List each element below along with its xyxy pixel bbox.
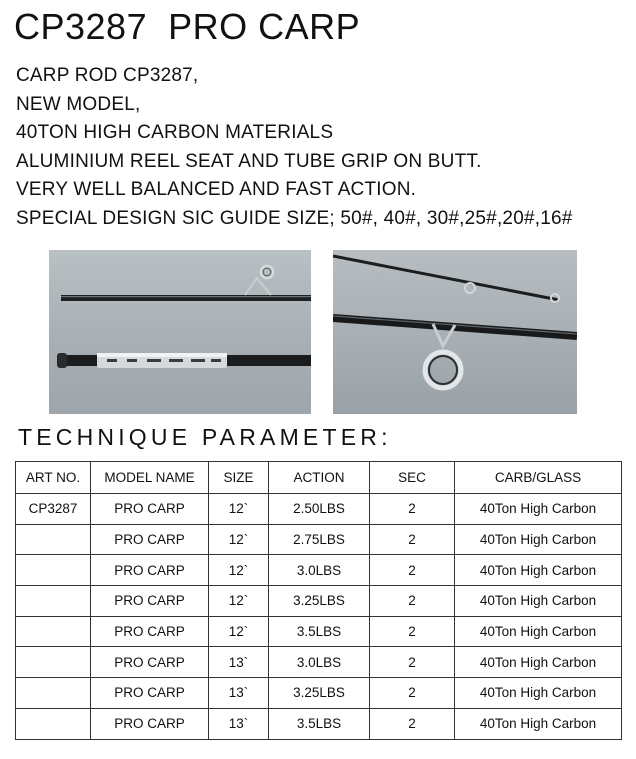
column-header: ACTION <box>269 462 370 494</box>
table-cell: 2 <box>370 708 455 739</box>
table-cell: 40Ton High Carbon <box>455 678 622 709</box>
table-cell: 40Ton High Carbon <box>455 524 622 555</box>
table-cell: 3.0LBS <box>269 555 370 586</box>
table-cell: CP3287 <box>16 494 91 525</box>
table-cell: 2 <box>370 555 455 586</box>
table-cell: 40Ton High Carbon <box>455 647 622 678</box>
description-line: CARP ROD CP3287, <box>16 65 199 86</box>
table-cell: 13` <box>209 678 269 709</box>
rod-tip-and-guide-photo <box>333 250 577 414</box>
description-line: NEW MODEL, <box>16 93 141 115</box>
table-cell: 12` <box>209 555 269 586</box>
table-row <box>16 647 622 678</box>
table-row <box>16 708 622 739</box>
table-cell: 2 <box>370 678 455 709</box>
table-cell: PRO CARP <box>91 555 209 586</box>
table-cell: PRO CARP <box>91 647 209 678</box>
table-cell: 2 <box>370 586 455 617</box>
table-cell <box>16 647 91 678</box>
table-cell: 40Ton High Carbon <box>455 586 622 617</box>
column-header: CARB/GLASS <box>455 462 622 494</box>
column-header: MODEL NAME <box>91 462 209 494</box>
description-line: VERY WELL BALANCED AND FAST ACTION. <box>16 179 417 201</box>
description-line: 40TON HIGH CARBON MATERIALS <box>16 122 334 144</box>
section-title: TECHNIQUE PARAMETER: <box>18 424 392 450</box>
table-cell: PRO CARP <box>91 586 209 617</box>
table-cell: 3.25LBS <box>269 678 370 709</box>
table-row <box>16 555 622 586</box>
table-cell: 3.0LBS <box>269 647 370 678</box>
table-cell: 13` <box>209 647 269 678</box>
table-cell: 2 <box>370 616 455 647</box>
column-header: SEC <box>370 462 455 494</box>
table-cell: 40Ton High Carbon <box>455 555 622 586</box>
description-line: SPECIAL DESIGN SIC GUIDE SIZE; 50#, 40#, 30#,25#,20#,16# <box>16 207 573 229</box>
table-cell: 12` <box>209 524 269 555</box>
technique-parameter-table <box>15 461 622 740</box>
table-row <box>16 494 622 525</box>
table-cell: 13` <box>209 708 269 739</box>
table-cell <box>16 524 91 555</box>
table-cell <box>16 708 91 739</box>
table-row <box>16 616 622 647</box>
table-cell: 12` <box>209 616 269 647</box>
table-cell: 40Ton High Carbon <box>455 708 622 739</box>
table-cell: 2 <box>370 524 455 555</box>
table-cell <box>16 555 91 586</box>
table-cell: 40Ton High Carbon <box>455 494 622 525</box>
table-cell <box>16 616 91 647</box>
table-cell: PRO CARP <box>91 524 209 555</box>
table-row <box>16 678 622 709</box>
table-cell: 2.50LBS <box>269 494 370 525</box>
table-cell: 12` <box>209 494 269 525</box>
table-row <box>16 586 622 617</box>
table-cell: 3.5LBS <box>269 708 370 739</box>
table-cell: PRO CARP <box>91 678 209 709</box>
description-list <box>16 62 573 234</box>
table-cell <box>16 678 91 709</box>
table-cell: 2 <box>370 647 455 678</box>
table-cell: PRO CARP <box>91 708 209 739</box>
table-cell: 2 <box>370 494 455 525</box>
table-cell: 3.25LBS <box>269 586 370 617</box>
table-cell: 2.75LBS <box>269 524 370 555</box>
table-cell: 40Ton High Carbon <box>455 616 622 647</box>
rod-butt-and-guide-photo <box>49 250 311 414</box>
page-title: CP3287 PRO CARP <box>14 6 361 47</box>
table-row <box>16 524 622 555</box>
column-header: ART NO. <box>16 462 91 494</box>
table-cell: PRO CARP <box>91 616 209 647</box>
table-header-row <box>16 462 622 494</box>
column-header: SIZE <box>209 462 269 494</box>
table-cell <box>16 586 91 617</box>
description-line: ALUMINIUM REEL SEAT AND TUBE GRIP ON BUTT. <box>16 150 482 172</box>
table-cell: PRO CARP <box>91 494 209 525</box>
table-cell: 12` <box>209 586 269 617</box>
table-cell: 3.5LBS <box>269 616 370 647</box>
